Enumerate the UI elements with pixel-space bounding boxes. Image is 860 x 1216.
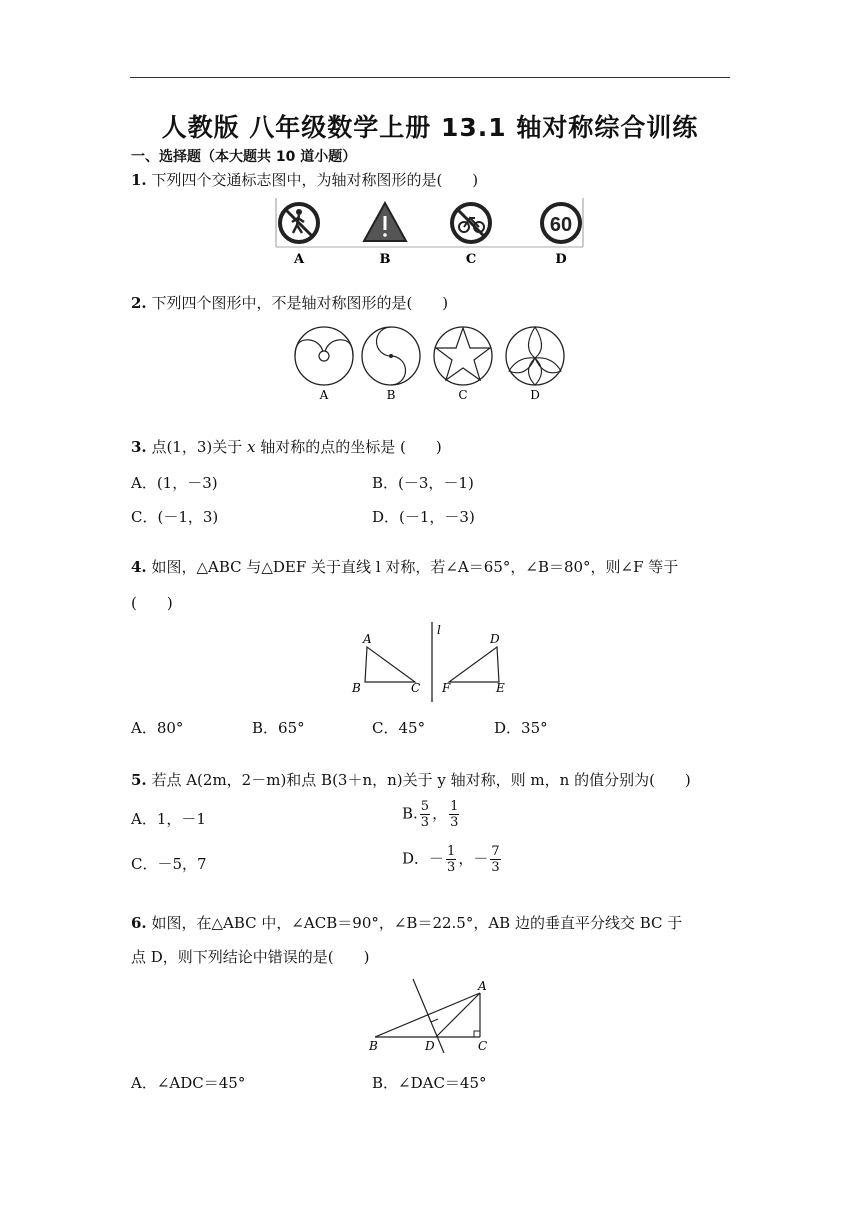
numerator: 1 <box>447 844 456 859</box>
denominator: 3 <box>450 815 459 830</box>
no-bicycle-sign-icon <box>452 204 490 242</box>
numerator: 7 <box>491 844 500 859</box>
label-l: l <box>437 623 441 637</box>
option-d: D．35° <box>494 719 548 737</box>
triangle-abc <box>365 647 415 682</box>
question-6-line-2: 点 D，则下列结论中错误的是( ) <box>131 948 370 966</box>
circle-star-c-icon <box>434 327 492 385</box>
triangle-def <box>449 647 499 682</box>
option-label: A <box>319 388 329 402</box>
option-label: C <box>465 252 477 267</box>
question-text: 如图，△ABC 与△DEF 关于直线 l 对称，若∠A＝65°，∠B＝80°，则∠F 等于 <box>151 558 679 576</box>
label-d: D <box>490 632 500 646</box>
separator: ， <box>432 804 448 823</box>
option-a: A．1，－1 <box>131 810 206 828</box>
option-b-prefix: B. <box>402 804 418 823</box>
denominator: 3 <box>447 860 456 875</box>
question-4 <box>131 550 678 584</box>
section-heading: 一、选择题（本大题共 10 道小题） <box>131 149 357 165</box>
option-c: C．45° <box>372 719 426 737</box>
question-number: 5. <box>131 771 147 789</box>
label-f: F <box>442 681 451 695</box>
top-rule <box>130 77 730 78</box>
label-d: D <box>425 1039 435 1053</box>
question-3 <box>131 430 442 464</box>
option-label: B <box>379 252 391 267</box>
option-b: B．65° <box>252 719 305 737</box>
question-number: 4. <box>131 558 147 576</box>
option-d: D．(－1，－3) <box>372 508 475 526</box>
page-title: 人教版 八年级数学上册 13.1 轴对称综合训练 <box>161 113 699 142</box>
option-label: B <box>386 388 396 402</box>
denominator: 3 <box>491 860 500 875</box>
fraction <box>449 799 459 830</box>
question-number: 1. <box>131 171 147 189</box>
question-4-line-2: ( ) <box>131 594 173 612</box>
fraction <box>420 799 430 830</box>
option-a: A．(1，－3) <box>131 474 218 492</box>
option-label: D <box>530 388 540 402</box>
symmetric-triangles-figure <box>345 620 525 705</box>
fraction <box>446 844 456 875</box>
circle-petals-d-icon <box>506 327 564 385</box>
question-text: 若点 A(2m，2－m)和点 B(3＋n，n)关于 y 轴对称，则 m，n 的值分别为( ) <box>151 771 691 789</box>
option-label: D <box>555 252 567 267</box>
question-number: 6. <box>131 914 147 932</box>
traffic-signs-figure <box>275 197 585 267</box>
label-a: A <box>363 632 372 646</box>
speed-limit-sign-icon <box>542 204 580 242</box>
label-c: C <box>411 681 421 695</box>
option-a: A．80° <box>131 719 184 737</box>
circle-pattern-a-icon <box>295 327 353 385</box>
circle-patterns-figure <box>290 326 570 406</box>
option-b <box>402 799 461 830</box>
option-a: A．∠ADC＝45° <box>131 1074 246 1092</box>
question-text: 下列四个图形中，不是轴对称图形的是( ) <box>151 294 449 312</box>
option-d <box>402 844 503 875</box>
label-e: E <box>496 681 505 695</box>
question-5 <box>131 763 691 797</box>
label-a: A <box>478 979 487 993</box>
question-text-pre: 点(1，3)关于 <box>151 438 248 456</box>
label-c: C <box>478 1039 488 1053</box>
option-d-prefix: D．－ <box>402 849 445 868</box>
fraction <box>490 844 500 875</box>
question-number: 2. <box>131 294 147 312</box>
option-c: C．(－1，3) <box>131 508 219 526</box>
question-number: 3. <box>131 438 147 456</box>
question-1 <box>131 163 478 197</box>
label-b: B <box>369 1039 378 1053</box>
question-6 <box>131 906 682 940</box>
numerator: 1 <box>450 799 459 814</box>
no-pedestrian-sign-icon <box>280 204 318 242</box>
question-text: 如图，在△ABC 中，∠ACB＝90°，∠B＝22.5°，AB 边的垂直平分线交 BC 于 <box>151 914 683 932</box>
option-b: B．(－3，－1) <box>372 474 474 492</box>
label-b: B <box>352 681 361 695</box>
segment-ad <box>436 993 480 1037</box>
variable-x: x <box>247 438 256 456</box>
question-text-post: 轴对称的点的坐标是 ( ) <box>255 438 442 456</box>
warning-triangle-icon <box>364 203 406 241</box>
denominator: 3 <box>420 815 430 830</box>
option-b: B．∠DAC＝45° <box>372 1074 487 1092</box>
circle-pattern-b-icon <box>362 327 420 385</box>
option-c: C．－5，7 <box>131 855 207 873</box>
question-2 <box>131 286 448 320</box>
numerator: 5 <box>420 799 430 814</box>
right-triangle-bisector-figure <box>365 978 500 1056</box>
option-label: C <box>458 388 468 402</box>
option-label: A <box>293 252 305 267</box>
speed-limit-text: 60 <box>549 214 573 236</box>
separator: ，－ <box>458 849 489 868</box>
question-text: 下列四个交通标志图中，为轴对称图形的是( ) <box>151 171 479 189</box>
